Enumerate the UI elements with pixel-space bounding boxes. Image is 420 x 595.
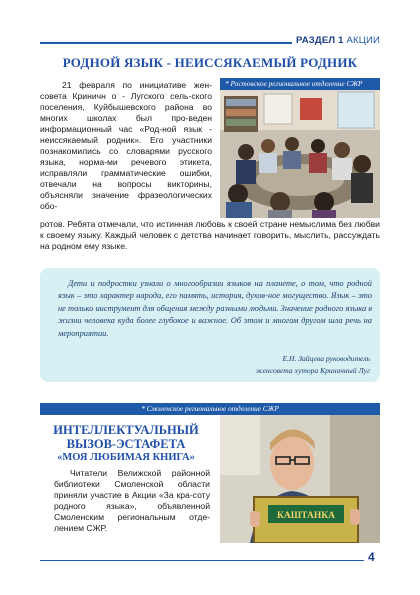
section-suffix: АКЦИИ: [346, 35, 381, 46]
header-rule: [40, 42, 292, 44]
book-title: КАШТАНКА: [276, 511, 336, 521]
article2-title-line1: ИНТЕЛЛЕКТУАЛЬНЫЙ: [53, 423, 199, 437]
section-header: [296, 35, 380, 46]
article-title: РОДНОЙ ЯЗЫК - НЕИССЯКАЕМЫЙ РОДНИК: [62, 55, 358, 70]
footer-rule: [40, 560, 364, 561]
quote-author-role: женсовета хутора Криничный Луг: [255, 366, 370, 375]
page-number: 4: [368, 550, 375, 564]
article2-title: [40, 423, 212, 465]
article2-title-line3: «МОЯ ЛЮБИМАЯ КНИГА»: [57, 452, 195, 463]
quote-signature: [256, 353, 370, 377]
section-label: РАЗДЕЛ 1: [296, 35, 344, 46]
photo-caption: * Ростовское региональное отделение СЖР: [220, 78, 380, 90]
quote-author: Е.Н. Зайцева руководитель: [282, 354, 370, 363]
article-paragraph: ротов. Ребята отмечали, что истинная любовь к своей стране немыслима без любви к своему языку. Каждый человек с детства начинает говорить, мыслить, рассуждать на родном ему языке.: [40, 219, 380, 251]
article2-paragraph: Читатели Велижской районной библиотеки Смоленской области приняли участие в Акции «За кра-соту родного языка», объявленной Смоленским региональным отде-лением СЖР.: [54, 468, 210, 533]
reader-photo: [220, 415, 380, 543]
classroom-photo: [220, 90, 380, 218]
article2-title-line2: ВЫЗОВ-ЭСТАФЕТА: [66, 437, 186, 451]
quote-text: Дети и подростки узнали о многообразии языков на планете, о том, что родной язык – это характер народа, его память, история, духов-ное могущество. Язык – это не только инструмент для общения между разными людьми. Значение родного языка в жизни человека куда более глубокое и важное. Об этом и многом другом шла речь на мероприятии.: [58, 279, 372, 338]
article-paragraph-wrap: 21 февраля по инициативе жен-совета Криничн о - Лугского сель-ского поселения, Куйбышевского района во многих школах был про-веден информационный час «Род-ной язык - неиссякаемый родник». Его участники познакомились со словарями русского языка, норма-ми речевого этикета, исправляли грамматические ошибки, отвечали на вопросы викторины, объясняли значение фразеологических обо-: [40, 80, 212, 211]
region-caption: * Смоленское региональное отделение СЖР: [40, 403, 380, 415]
